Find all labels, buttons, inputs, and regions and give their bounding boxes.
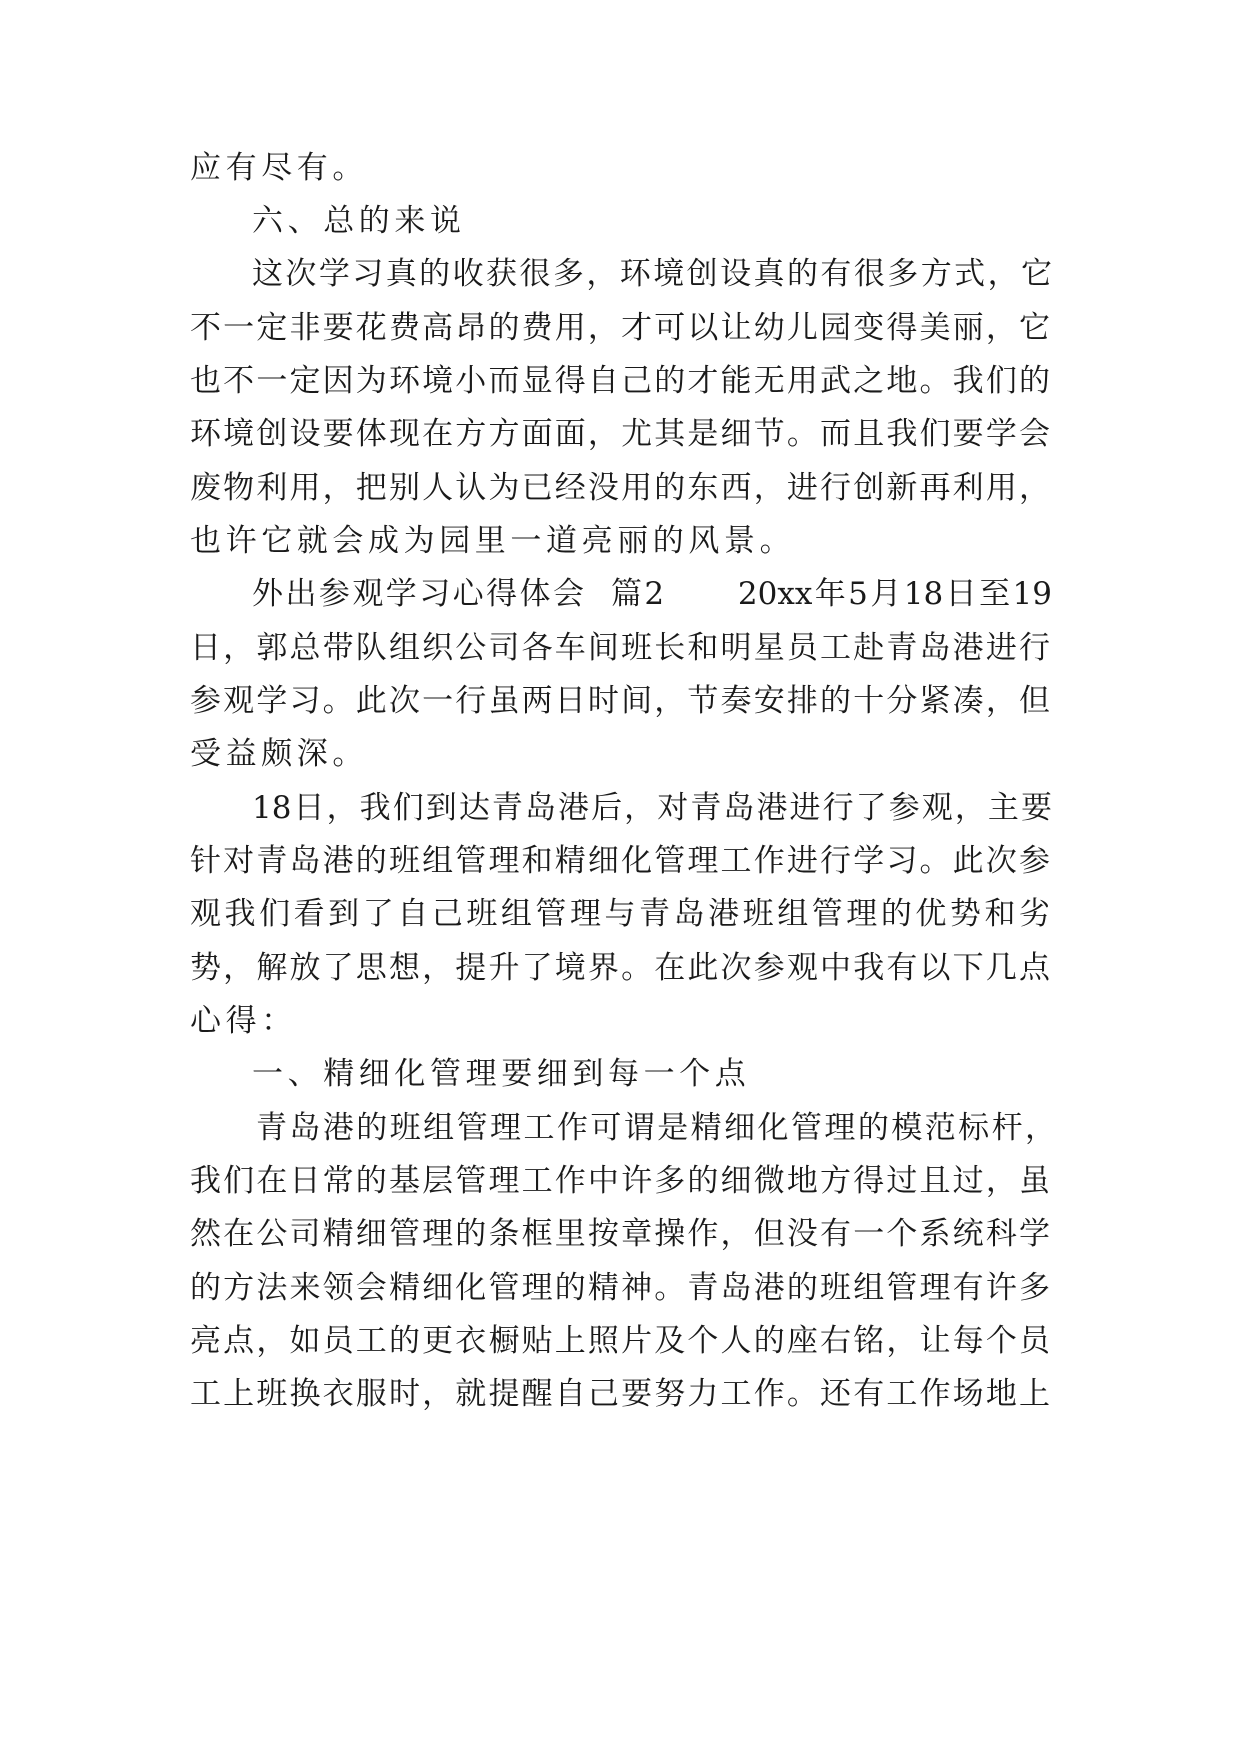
text-line: 应有尽有。	[190, 150, 368, 186]
text-line: 然在公司精细管理的条框里按章操作，但没有一个系统科学	[190, 1216, 1050, 1252]
text-line: 势，解放了思想，提升了境界。在此次参观中我有以下几点	[190, 950, 1050, 986]
text-line: 废物利用，把别人认为已经没用的东西，进行创新再利用，	[190, 470, 1050, 506]
text-line: 我们在日常的基层管理工作中许多的细微地方得过且过，虽	[190, 1163, 1050, 1199]
section-heading: 一、精细化管理要细到每一个点	[252, 1056, 751, 1092]
text-line: 青岛港的班组管理工作可谓是精细化管理的模范标杆，	[256, 1110, 1056, 1146]
text-line: 受益颇深。	[190, 736, 368, 772]
text-line: 也不一定因为环境小而显得自己的才能无用武之地。我们的	[190, 363, 1050, 399]
text-line: 观我们看到了自己班组管理与青岛港班组管理的优势和劣	[190, 896, 1050, 932]
text-line: 环境创设要体现在方方面面，尤其是细节。而且我们要学会	[190, 416, 1050, 452]
text-line: 参观学习。此次一行虽两日时间，节奏安排的十分紧凑，但	[190, 683, 1050, 719]
text-line: 针对青岛港的班组管理和精细化管理工作进行学习。此次参	[190, 843, 1050, 879]
section-heading: 六、总的来说	[252, 203, 466, 239]
text-line: 心得：	[190, 1003, 297, 1039]
text-line: 日，郭总带队组织公司各车间班长和明星员工赴青岛港进行	[190, 630, 1050, 666]
text-line: 的方法来领会精细化管理的精神。青岛港的班组管理有许多	[190, 1270, 1050, 1306]
text-line: 18日，我们到达青岛港后，对青岛港进行了参观，主要	[252, 790, 1052, 826]
text-line: 不一定非要花费高昂的费用，才可以让幼儿园变得美丽，它	[190, 310, 1050, 346]
text-line: 也许它就会成为园里一道亮丽的风景。	[190, 523, 796, 559]
text-line: 外出参观学习心得体会 篇2 20xx年5月18日至19	[252, 576, 1052, 612]
text-line: 工上班换衣服时，就提醒自己要努力工作。还有工作场地上	[190, 1376, 1050, 1412]
text-line: 亮点，如员工的更衣橱贴上照片及个人的座右铭，让每个员	[190, 1323, 1050, 1359]
text-line: 这次学习真的收获很多，环境创设真的有很多方式，它	[252, 256, 1052, 292]
